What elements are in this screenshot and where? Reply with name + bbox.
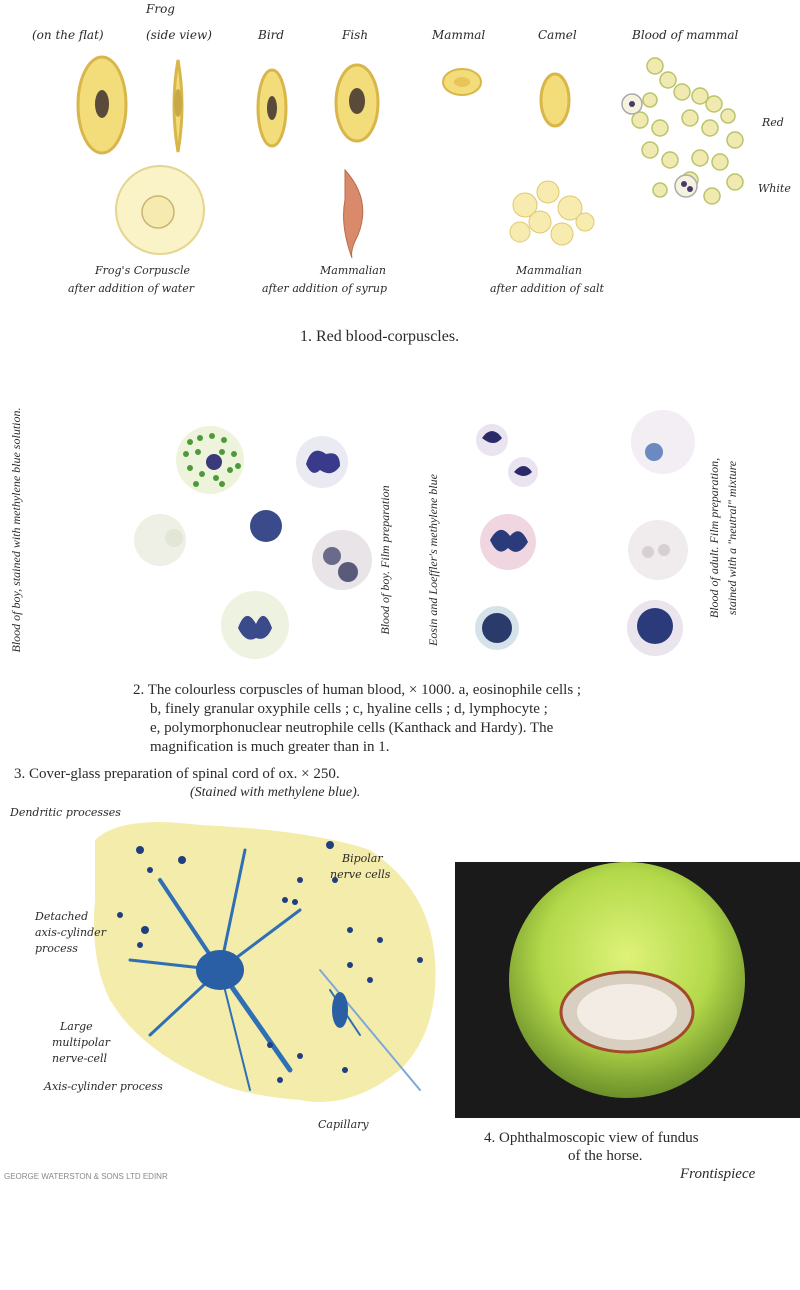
eosinophile-stained-1 (476, 424, 508, 456)
lymphocyte-stained (475, 606, 519, 650)
frog-corpuscle-after-water (116, 166, 204, 254)
fig4-caption-1: 4. Ophthalmoscopic view of fundus (484, 1130, 699, 1146)
fig2-mid-vertical-1: Blood of boy. Film preparation (378, 485, 392, 635)
granular-cell (312, 530, 372, 590)
adult-cell-1 (631, 410, 695, 474)
eosinophile-cell (176, 426, 244, 494)
label-large-3: nerve-cell (52, 1052, 107, 1065)
syrup-label-2: after addition of syrup (262, 282, 388, 295)
label-detached-2: axis-cylinder (35, 926, 106, 939)
fig3-subtitle: (Stained with methylene blue). (190, 785, 361, 800)
mammal-corpuscle (443, 69, 481, 95)
label-white: White (758, 182, 791, 195)
fig2-caption-1: 2. The colourless corpuscles of human blood, × 1000. a, eosinophile cells ; (133, 682, 582, 698)
fig2-caption-4: magnification is much greater than in 1. (150, 739, 390, 755)
frog-corpuscle-side (174, 60, 182, 152)
label-detached-1: Detached (35, 910, 89, 923)
label-bipolar-1: Bipolar (342, 852, 383, 865)
figure1-title: 1. Red blood-corpuscles. (300, 328, 460, 345)
fig2-left-vertical: Blood of boy, stained with methylene blue solution. (9, 407, 23, 653)
frog-corpuscle-flat (78, 57, 126, 153)
lymphocyte (250, 510, 282, 542)
colourless-corpuscles-illustration (0, 380, 800, 680)
label-on-the-flat: (on the flat) (32, 28, 104, 42)
fig2-right-vertical-2: stained with a "neutral" mixture (725, 460, 739, 616)
salt-label-2: after addition of salt (490, 282, 604, 295)
polymorph-cell-1 (296, 436, 348, 488)
spinal-cord-illustration (0, 820, 460, 1120)
label-bipolar-2: nerve cells (330, 868, 391, 881)
frog-water-label-2: after addition of water (68, 282, 194, 295)
label-side-view: (side view) (146, 28, 212, 42)
fig4-caption-2: of the horse. (568, 1148, 643, 1164)
fig2-right-vertical-1: Blood of adult. Film preparation, (707, 457, 721, 619)
bird-corpuscle (258, 70, 286, 146)
frog-water-label-1: Frog's Corpuscle (95, 264, 190, 277)
mammal-corpuscle-after-salt (510, 181, 594, 245)
fig3-title: 3. Cover-glass preparation of spinal cord of ox. × 250. (14, 766, 340, 782)
neutrophile-cell (221, 591, 289, 659)
label-large-2: multipolar (52, 1036, 110, 1049)
hyaline-cell-faint (134, 514, 186, 566)
fish-corpuscle (336, 65, 378, 141)
frog-header: Frog (146, 2, 175, 16)
label-capillary: Capillary (318, 1118, 369, 1131)
fig2-caption-3: e, polymorphonuclear neutrophile cells (Kanthack and Hardy). The (150, 720, 554, 736)
label-red: Red (762, 116, 784, 129)
adult-cell-2 (628, 520, 688, 580)
label-camel: Camel (538, 28, 577, 42)
polymorph-stained (480, 514, 536, 570)
label-fish: Fish (342, 28, 369, 42)
fig2-mid-vertical-2: Eosin and Loeffler's methylene blue (426, 474, 440, 646)
label-large-1: Large (60, 1020, 93, 1033)
camel-corpuscle (541, 74, 569, 126)
label-blood-of-mammal: Blood of mammal (632, 28, 739, 42)
red-corpuscles-illustration (0, 0, 800, 300)
syrup-label-1: Mammalian (320, 264, 386, 277)
frontispiece-label: Frontispiece (680, 1166, 756, 1182)
label-detached-3: process (35, 942, 78, 955)
mammal-corpuscle-after-syrup (344, 170, 363, 258)
publisher-line: GEORGE WATERSTON & SONS LTD EDINR (4, 1172, 168, 1181)
fig2-caption-2: b, finely granular oxyphile cells ; c, hyaline cells ; d, lymphocyte ; (150, 701, 548, 717)
mammal-blood-cluster (622, 58, 743, 204)
salt-label-1: Mammalian (516, 264, 582, 277)
label-dendritic: Dendritic processes (10, 806, 121, 819)
eosinophile-stained-2 (508, 457, 538, 487)
adult-cell-3 (627, 600, 683, 656)
label-bird: Bird (258, 28, 285, 42)
label-mammal: Mammal (432, 28, 486, 42)
label-axis-cylinder: Axis-cylinder process (44, 1080, 163, 1093)
fundus-illustration (455, 862, 800, 1118)
